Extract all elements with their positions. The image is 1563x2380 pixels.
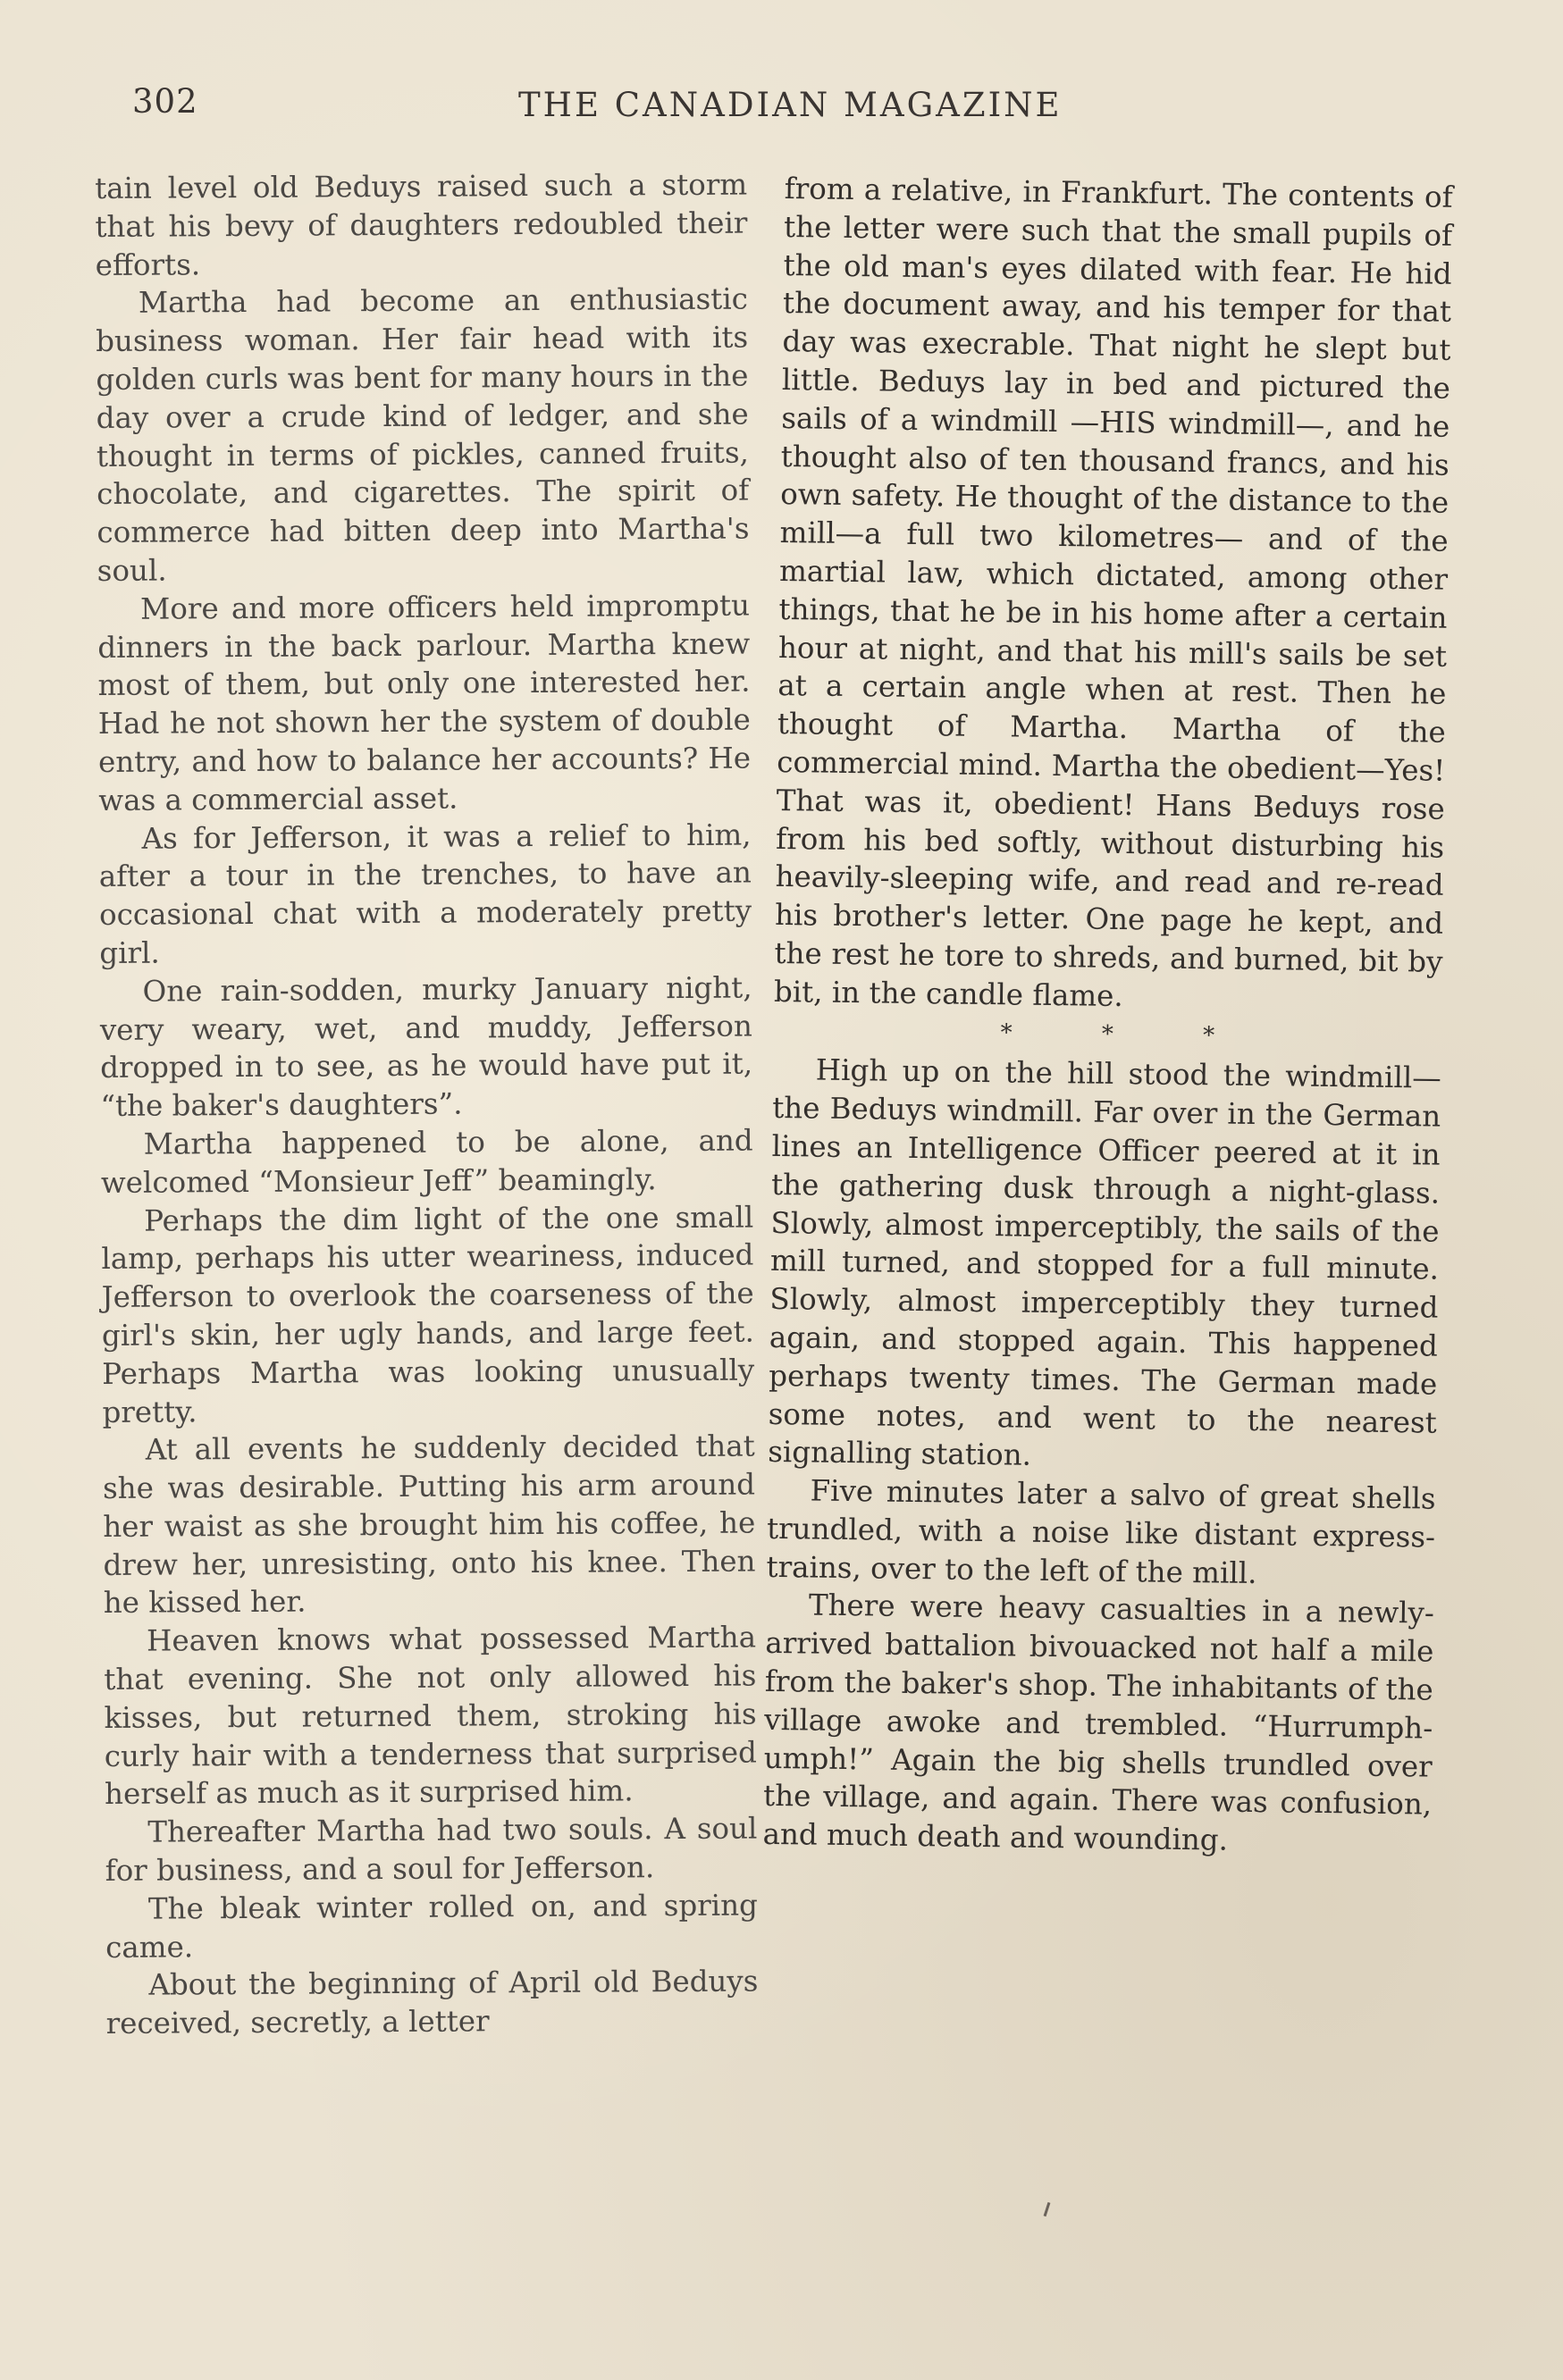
paragraph: Martha happened to be alone, and welcomed “Monsieur Jeff” beamingly. <box>100 1123 753 1200</box>
left-column <box>95 166 759 2043</box>
paragraph: As for Jefferson, it was a relief to him, after a tour in the trenches, to have an occasional chat with a moderately pretty girl. <box>98 817 752 970</box>
paragraph: Martha had become an enthusiastic business woman. Her fair head with its golden curls was bent for many hours in the day over a crude kind of ledger, and she thought in terms of pickles, canned fruits, chocolate, and cigarettes. The spirit of commerce had bitten deep into Martha's soul. <box>96 281 750 588</box>
running-head: THE CANADIAN MAGAZINE <box>518 86 1063 124</box>
paragraph: There were heavy casualties in a newly-arrived battalion bivouacked not half a mile from the baker's shop. The inhabitants of the village awoke and trembled. “Hurrumph-umph!” Again the big shells trundled over the village, and again. There was confusion, and much death and wounding. <box>762 1588 1435 1857</box>
right-column <box>762 170 1453 1863</box>
paragraph: High up on the hill stood the windmill—the Beduys windmill. Far over in the German lines an Intelligence Officer peered at it in the gathering dusk through a night-glass. Slowly, almost imperceptibly, the sails of the mill turned, and stopped for a full minute. Slowly, almost imperceptibly they turned again, and stopped again. This happened perhaps twenty times. The German made some notes, and went to the nearest signalling station. <box>767 1052 1441 1473</box>
paragraph: The bleak winter rolled on, and spring came. <box>105 1888 758 1965</box>
paragraph: tain level old Beduys raised such a storm that his bevy of daughters redoubled their efforts. <box>95 167 748 282</box>
paragraph: More and more officers held impromptu dinners in the back parlour. Martha knew most of them, but only one interested her. Had he not shown her the system of double entry, and how to balance her accounts? He was a commercial asset. <box>97 588 752 817</box>
paragraph: At all events he suddenly decided that she was desirable. Putting his arm around her waist as she brought him his coffee, he drew her, unresisting, onto his knee. Then he kissed her. <box>102 1429 756 1621</box>
page-number: 302 <box>132 82 198 121</box>
paragraph: Perhaps the dim light of the one small lamp, perhaps his utter weariness, induced Jefferson to overlook the coarseness of the girl's skin, her ugly hands, and large feet. Perhaps Martha was looking unusually pretty. <box>101 1200 755 1429</box>
section-break: * * * <box>1000 1018 1256 1050</box>
paragraph: from a relative, in Frankfurt. The contents of the letter were such that the small pupils of the old man's eyes dilated with fear. He hid the document away, and his temper for that day was execrable. That night he slept but little. Beduys lay in bed and pictured the sails of a windmill —HIS windmill—, and he thought also of ten thousand francs, and his own safety. He thought of the distance to the mill—a full two kilometres— and of the martial law, which dictated, among other things, that he be in his home after a certain hour at night, and that his mill's sails be set at a certain angle when at rest. Then he thought of Martha. Martha of the commercial mind. Martha the obedient—Yes! That was it, obedient! Hans Beduys rose from his bed softly, without disturbing his heavily-sleeping wife, and read and re-read his brother's letter. One page he kept, and the rest he tore to shreds, and burned, bit by bit, in the candle flame. <box>773 171 1453 1013</box>
paragraph: Five minutes later a salvo of great shells trundled, with a noise like distant express-trains, over to the left of the mill. <box>766 1473 1436 1590</box>
paragraph: Thereafter Martha had two souls. A soul for business, and a soul for Jefferson. <box>105 1811 758 1889</box>
paragraph: Heaven knows what possessed Martha that evening. She not only allowed his kisses, but returned them, stroking his curly hair with a tenderness that surprised herself as much as it surprised him. <box>104 1620 757 1812</box>
paragraph: About the beginning of April old Beduys received, secretly, a letter <box>105 1964 759 2041</box>
paragraph: One rain-sodden, murky January night, very weary, wet, and muddy, Jefferson dropped in to see, as he would have put it, “the baker's daughters”. <box>99 970 753 1124</box>
ink-speck <box>1044 2202 1051 2217</box>
page-header <box>125 82 1448 136</box>
